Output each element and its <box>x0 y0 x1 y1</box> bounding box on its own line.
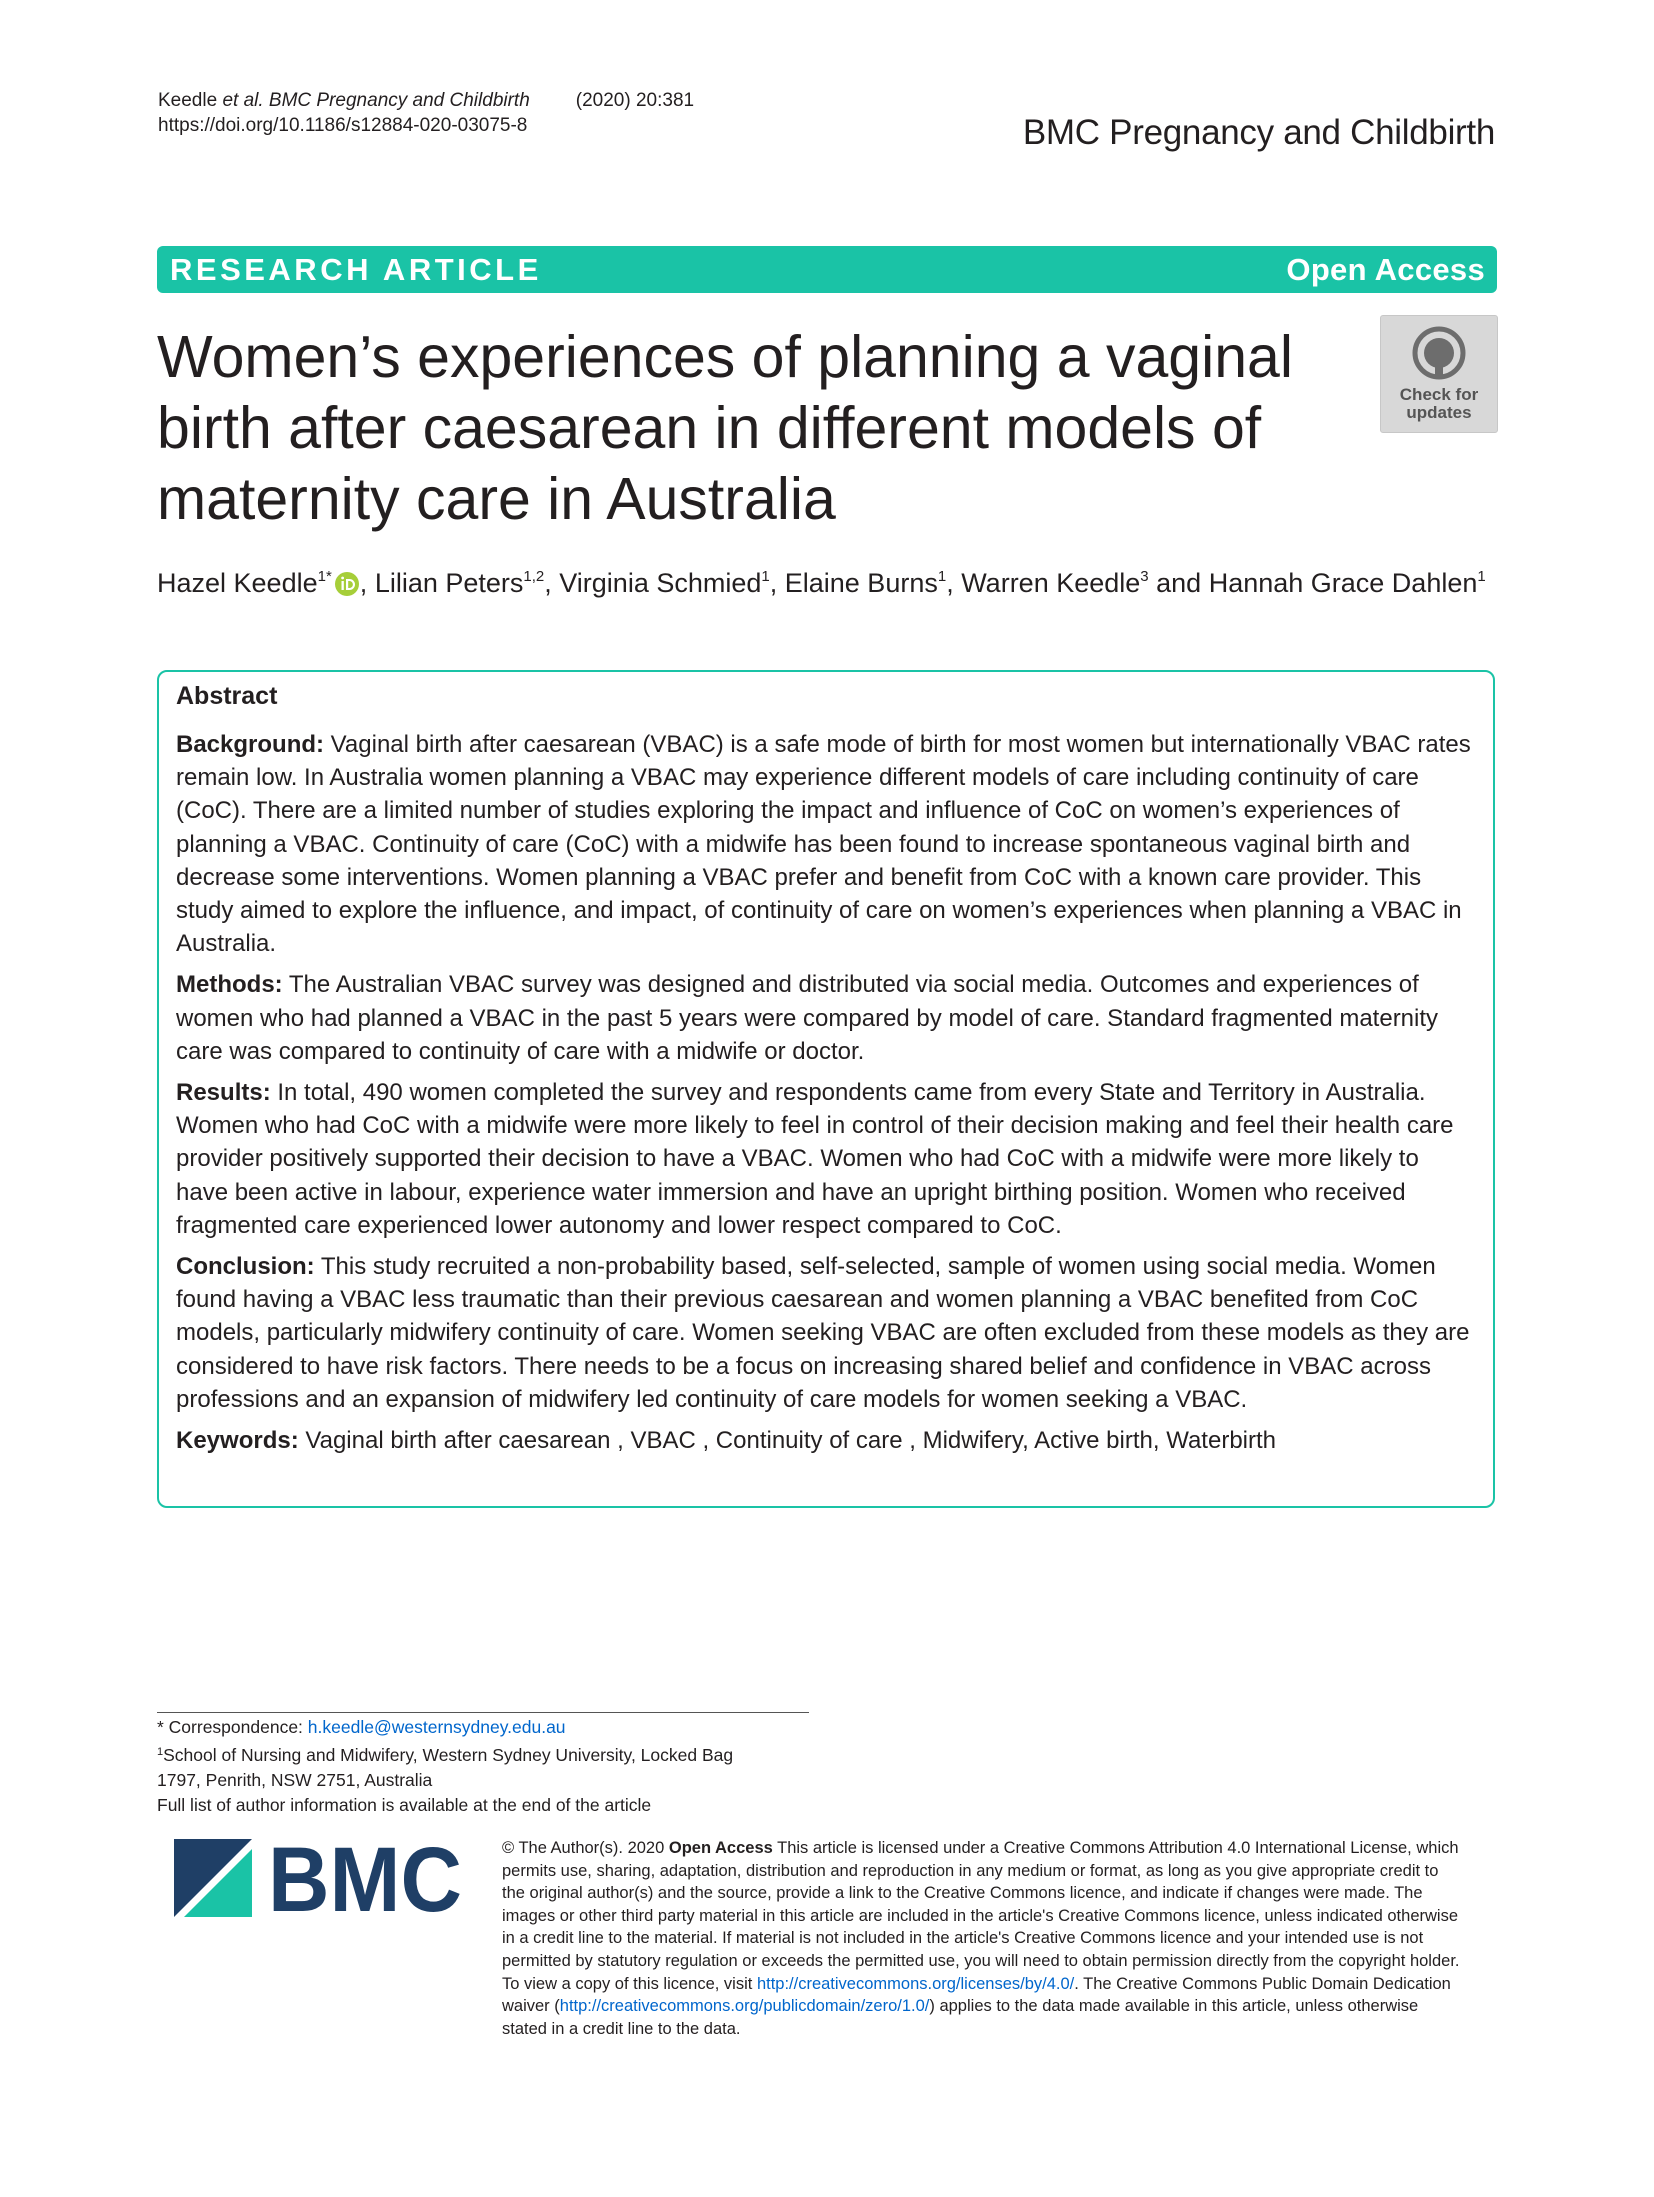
section-label: Methods: <box>176 971 283 999</box>
cfu-line-1: Check for <box>1399 385 1479 404</box>
citation-volume: (2020) 20:381 <box>575 90 695 111</box>
author-affil: 3 <box>1140 568 1149 585</box>
section-label: Background: <box>176 731 325 758</box>
cfu-line-2: updates <box>1406 403 1472 422</box>
author-separator: , <box>946 568 962 598</box>
author-info-note: Full list of author information is available at the end of the article <box>157 1795 652 1815</box>
author-affil: 1 <box>937 568 947 585</box>
abstract-keywords <box>176 1424 1476 1457</box>
abstract-background <box>176 728 1476 960</box>
license-link-cc-by[interactable]: http://creativecommons.org/licenses/by/4.0/ <box>756 1974 1075 1993</box>
author-separator: , <box>544 568 560 598</box>
bmc-logo-text: BMC <box>268 1833 462 1923</box>
license-text: This article is licensed under a Creative Commons Attribution 4.0 International License, which permits use, sharing, adaptation, distribution and reproduction in any medium or format, as long as you give appropriate credit to the original author(s) and the source, provide a link to the Creative Commons licence, and indicate if changes were made. The images or other third party material in this article are included in the article's Creative Commons licence, unless indicated otherwise in a credit line to the material. If material is not included in the article's Creative Commons licence and your intended use is not permitted by statutory regulation or exceeds the permitted use, you will need to obtain permission directly from the copyright holder. To view a copy of this licence, visit <box>502 1839 1460 1993</box>
author-name[interactable]: Lilian Peters <box>374 568 524 598</box>
author-name[interactable]: Elaine Burns <box>784 568 938 598</box>
citation-header <box>158 88 694 138</box>
abstract-results <box>176 1076 1476 1242</box>
abstract-box <box>157 670 1495 1508</box>
author-affil: 1 <box>761 568 770 585</box>
correspondence-block <box>157 1715 857 1818</box>
section-text: This study recruited a non-probability based, self-selected, sample of women using social media. Women found having a VBAC less traumatic than their previous caesarean and women planning a VBAC benefited from CoC models, particularly midwifery continuity of care. Women seeking VBAC are often excluded from these models as they are considered to have risk factors. There needs to be a focus on increasing shared belief and confidence in VBAC across professions and an expansion of midwifery led continuity of care models for women seeking a VBAC. <box>176 1253 1470 1413</box>
correspondence-line <box>157 1715 857 1740</box>
abstract-heading: Abstract <box>176 682 278 710</box>
citation-journal: et al. BMC Pregnancy and Childbirth <box>222 90 530 111</box>
check-for-updates-button[interactable] <box>1380 315 1498 433</box>
license-link-cc-zero[interactable]: http://creativecommons.org/publicdomain/zero/1.0/ <box>559 1997 930 2016</box>
check-for-updates-label <box>1381 386 1497 422</box>
section-text: Vaginal birth after caesarean , VBAC , Continuity of care , Midwifery, Active birth, Waterbirth <box>298 1427 1276 1455</box>
abstract-methods <box>176 968 1476 1068</box>
article-type-banner <box>157 246 1497 293</box>
correspondence-email-link[interactable]: h.keedle@westernsydney.edu.au <box>307 1717 566 1737</box>
check-for-updates-icon <box>1412 326 1466 380</box>
author-list <box>157 568 1486 599</box>
affiliation-text: School of Nursing and Midwifery, Western Sydney University, Locked Bag <box>163 1745 734 1765</box>
section-label: Results: <box>176 1079 271 1107</box>
correspondence-prefix: * Correspondence: <box>157 1717 308 1737</box>
author-affil: 1,2 <box>523 568 545 585</box>
author-name[interactable]: Hazel Keedle <box>157 568 318 598</box>
citation-author: Keedle <box>158 90 218 111</box>
section-text: The Australian VBAC survey was designed and distributed via social media. Outcomes and experiences of women who had planned a VBAC in the past 5 years were compared by model of care. Standard fragmented maternity care was compared to continuity of care with a midwife or doctor. <box>176 971 1439 1065</box>
section-text: In total, 490 women completed the survey and respondents came from every State and Territory in Australia. Women who had CoC with a midwife were more likely to feel in control of their decision making and feel their health care provider positively supported their decision to have a VBAC. Women who had CoC with a midwife were more likely to have been active in labour, experience water immersion and have an upright birthing position. Women who received fragmented care experienced lower autonomy and lower respect compared to CoC. <box>176 1079 1454 1239</box>
license-text: . The Creative Commons Public Domain Dedication waiver ( <box>502 1974 1451 2016</box>
author-separator: and <box>1148 568 1209 598</box>
section-text: Vaginal birth after caesarean (VBAC) is a safe mode of birth for most women but internationally VBAC rates remain low. In Australia women planning a VBAC may experience different models of care including continuity of care (CoC). There are a limited number of studies exploring the impact and influence of CoC on women’s experiences of planning a VBAC. Continuity of care (CoC) with a midwife has been found to increase spontaneous vaginal birth and decrease some interventions. Women planning a VBAC prefer and benefit from CoC with a known care provider. This study aimed to explore the influence, and impact, of continuity of care on women’s experiences when planning a VBAC in Australia. <box>176 731 1471 958</box>
open-access-label: Open Access <box>1286 252 1485 287</box>
footnote-divider <box>157 1712 809 1713</box>
author-separator: , <box>359 568 375 598</box>
author-affil: 1 <box>1477 568 1486 585</box>
license-text: ) applies to the data made available in this article, unless otherwise stated in a credit line to the data. <box>502 1997 1419 2038</box>
author-name[interactable]: Hannah Grace Dahlen <box>1208 568 1478 598</box>
article-type: RESEARCH ARTICLE <box>170 252 542 287</box>
affiliation-line-1 <box>157 1740 857 1768</box>
section-label: Conclusion: <box>176 1253 315 1281</box>
abstract-body <box>176 728 1476 1465</box>
author-name[interactable]: Virginia Schmied <box>559 568 762 598</box>
doi-link[interactable]: https://doi.org/10.1186/s12884-020-03075-8 <box>158 115 528 136</box>
abstract-conclusion <box>176 1250 1476 1416</box>
affiliation-sup: 1 <box>157 1746 164 1758</box>
section-label: Keywords: <box>176 1427 299 1455</box>
affiliation-line-2: 1797, Penrith, NSW 2751, Australia <box>157 1770 433 1790</box>
orcid-icon[interactable] <box>334 571 360 597</box>
journal-name: BMC Pregnancy and Childbirth <box>1022 113 1495 152</box>
author-name[interactable]: Warren Keedle <box>961 568 1141 598</box>
license-statement <box>502 1837 1460 2040</box>
license-open-access: Open Access <box>668 1839 773 1857</box>
author-affil: 1* <box>317 568 332 585</box>
license-copyright: © The Author(s). 2020 <box>502 1839 669 1857</box>
citation-line <box>158 88 694 113</box>
bmc-logo <box>174 1833 464 1923</box>
author-separator: , <box>769 568 785 598</box>
article-title: Women’s experiences of planning a vaginal birth after caesarean in different models of maternity care in Australia <box>157 324 1293 532</box>
